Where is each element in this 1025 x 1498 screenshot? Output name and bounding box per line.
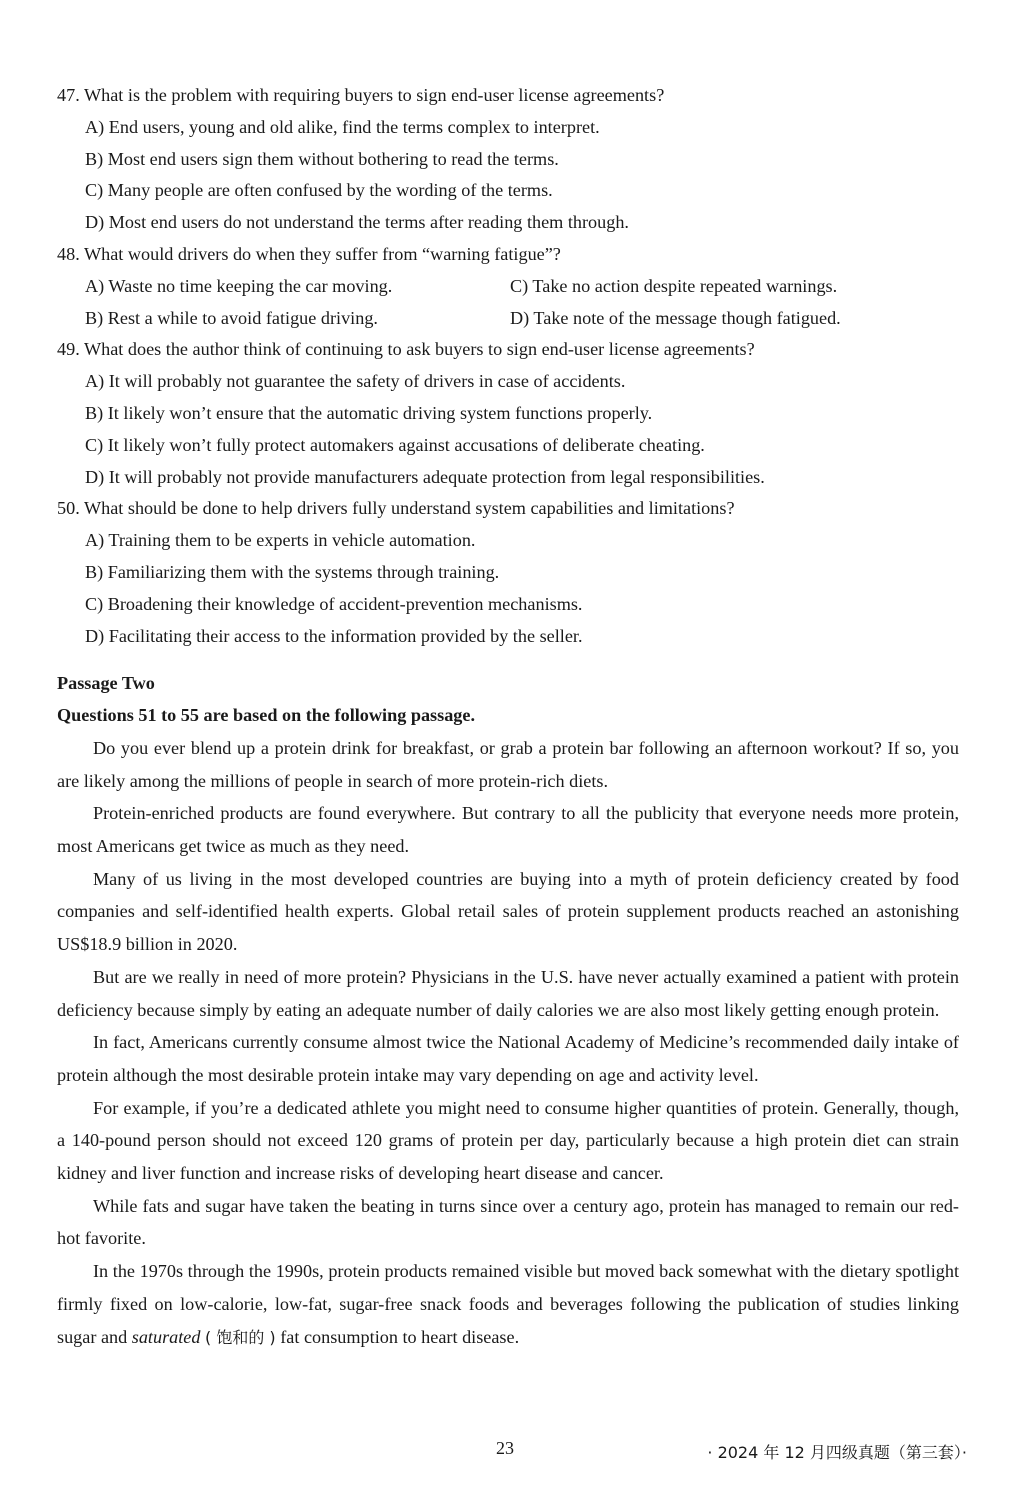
question-48-options-row-1	[57, 271, 959, 303]
section-gap	[57, 652, 959, 668]
exam-label: · 2024 年 12 月四级真题（第三套）·	[707, 1443, 967, 1462]
last-paragraph-end: fat consumption to heart disease.	[275, 1326, 520, 1347]
question-48-option-d: D) Take note of the message though fatigued.	[510, 307, 841, 328]
question-49-option-a: A) It will probably not guarantee the safety of drivers in case of accidents.	[85, 371, 626, 392]
question-50-stem: 50. What should be done to help drivers fully understand system capabilities and limitations?	[57, 498, 735, 519]
question-50-option-b: B) Familiarizing them with the systems through training.	[85, 561, 500, 582]
passage-paragraph: In fact, Americans currently consume almost twice the National Academy of Medicine’s recommended daily intake of protein although the most desirable protein intake may vary depending on age and activity level.	[57, 1032, 959, 1085]
question-49-option-c: C) It likely won’t fully protect automakers against accusations of deliberate cheating.	[85, 434, 705, 455]
question-48-option-b: B) Rest a while to avoid fatigue driving.	[85, 307, 378, 328]
question-49-option-b: B) It likely won’t ensure that the automatic driving system functions properly.	[85, 402, 653, 423]
page-content	[57, 80, 959, 1354]
question-47-option-c: C) Many people are often confused by the wording of the terms.	[85, 180, 553, 201]
question-48-option-c: C) Take no action despite repeated warnings.	[510, 275, 838, 296]
chinese-gloss: ( 饱和的 )	[205, 1327, 276, 1347]
passage-body	[57, 732, 959, 1354]
page-number: 23	[496, 1438, 514, 1458]
passage-instruction: Questions 51 to 55 are based on the following passage.	[57, 705, 476, 726]
passage-paragraph-last	[57, 1255, 959, 1354]
passage-paragraph: Many of us living in the most developed countries are buying into a myth of protein deficiency created by food companies and self-identified health experts. Global retail sales of protein supplement products reached an astonishing US$18.9 billion in 2020.	[57, 868, 959, 955]
question-48-stem: 48. What would drivers do when they suffer from “warning fatigue”?	[57, 243, 561, 264]
question-49-stem: 49. What does the author think of continuing to ask buyers to sign end-user license agreements?	[57, 339, 755, 360]
question-50-option-a: A) Training them to be experts in vehicle automation.	[85, 530, 476, 551]
passage-paragraph: But are we really in need of more protein? Physicians in the U.S. have never actually examined a patient with protein deficiency because simply by eating an adequate number of daily calories we are also most likely getting enough protein.	[57, 966, 959, 1020]
passage-paragraph: Do you ever blend up a protein drink for breakfast, or grab a protein bar following an afternoon workout? If so, you are likely among the millions of people in search of more protein-rich diets.	[57, 737, 959, 791]
passage-paragraph: While fats and sugar have taken the beating in turns since over a century ago, protein has managed to remain our red-hot favorite.	[57, 1195, 959, 1249]
question-50-option-d: D) Facilitating their access to the information provided by the seller.	[85, 625, 583, 646]
passage-paragraph: Protein-enriched products are found everywhere. But contrary to all the publicity that everyone needs more protein, most Americans get twice as much as they need.	[57, 803, 959, 857]
question-48-options-row-2	[57, 303, 959, 335]
question-50-option-c: C) Broadening their knowledge of accident-prevention mechanisms.	[85, 593, 583, 614]
passage-heading: Passage Two	[57, 673, 155, 694]
question-47-option-a: A) End users, young and old alike, find the terms complex to interpret.	[85, 116, 600, 137]
question-47-stem: 47. What is the problem with requiring buyers to sign end-user license agreements?	[57, 85, 665, 105]
question-48-option-a: A) Waste no time keeping the car moving.	[85, 275, 393, 296]
glossed-word: saturated	[131, 1326, 201, 1347]
question-47-option-b: B) Most end users sign them without bothering to read the terms.	[85, 148, 559, 169]
passage-paragraph: For example, if you’re a dedicated athlete you might need to consume higher quantities of protein. Generally, though, a 140-pound person should not exceed 120 grams of protein per day, particularly because a high protein diet can strain kidney and liver function and increase risks of developing heart disease and cancer.	[57, 1097, 959, 1184]
question-47-option-d: D) Most end users do not understand the terms after reading them through.	[85, 212, 629, 233]
last-paragraph-text: In the 1970s through the 1990s, protein products remained visible but moved back somewhat with the dietary spotlight firmly fixed on low-calorie, low-fat, sugar-free snack foods and beverages following the publication of studies linking sugar and	[57, 1261, 959, 1347]
question-49-option-d: D) It will probably not provide manufacturers adequate protection from legal responsibilities.	[85, 466, 765, 487]
